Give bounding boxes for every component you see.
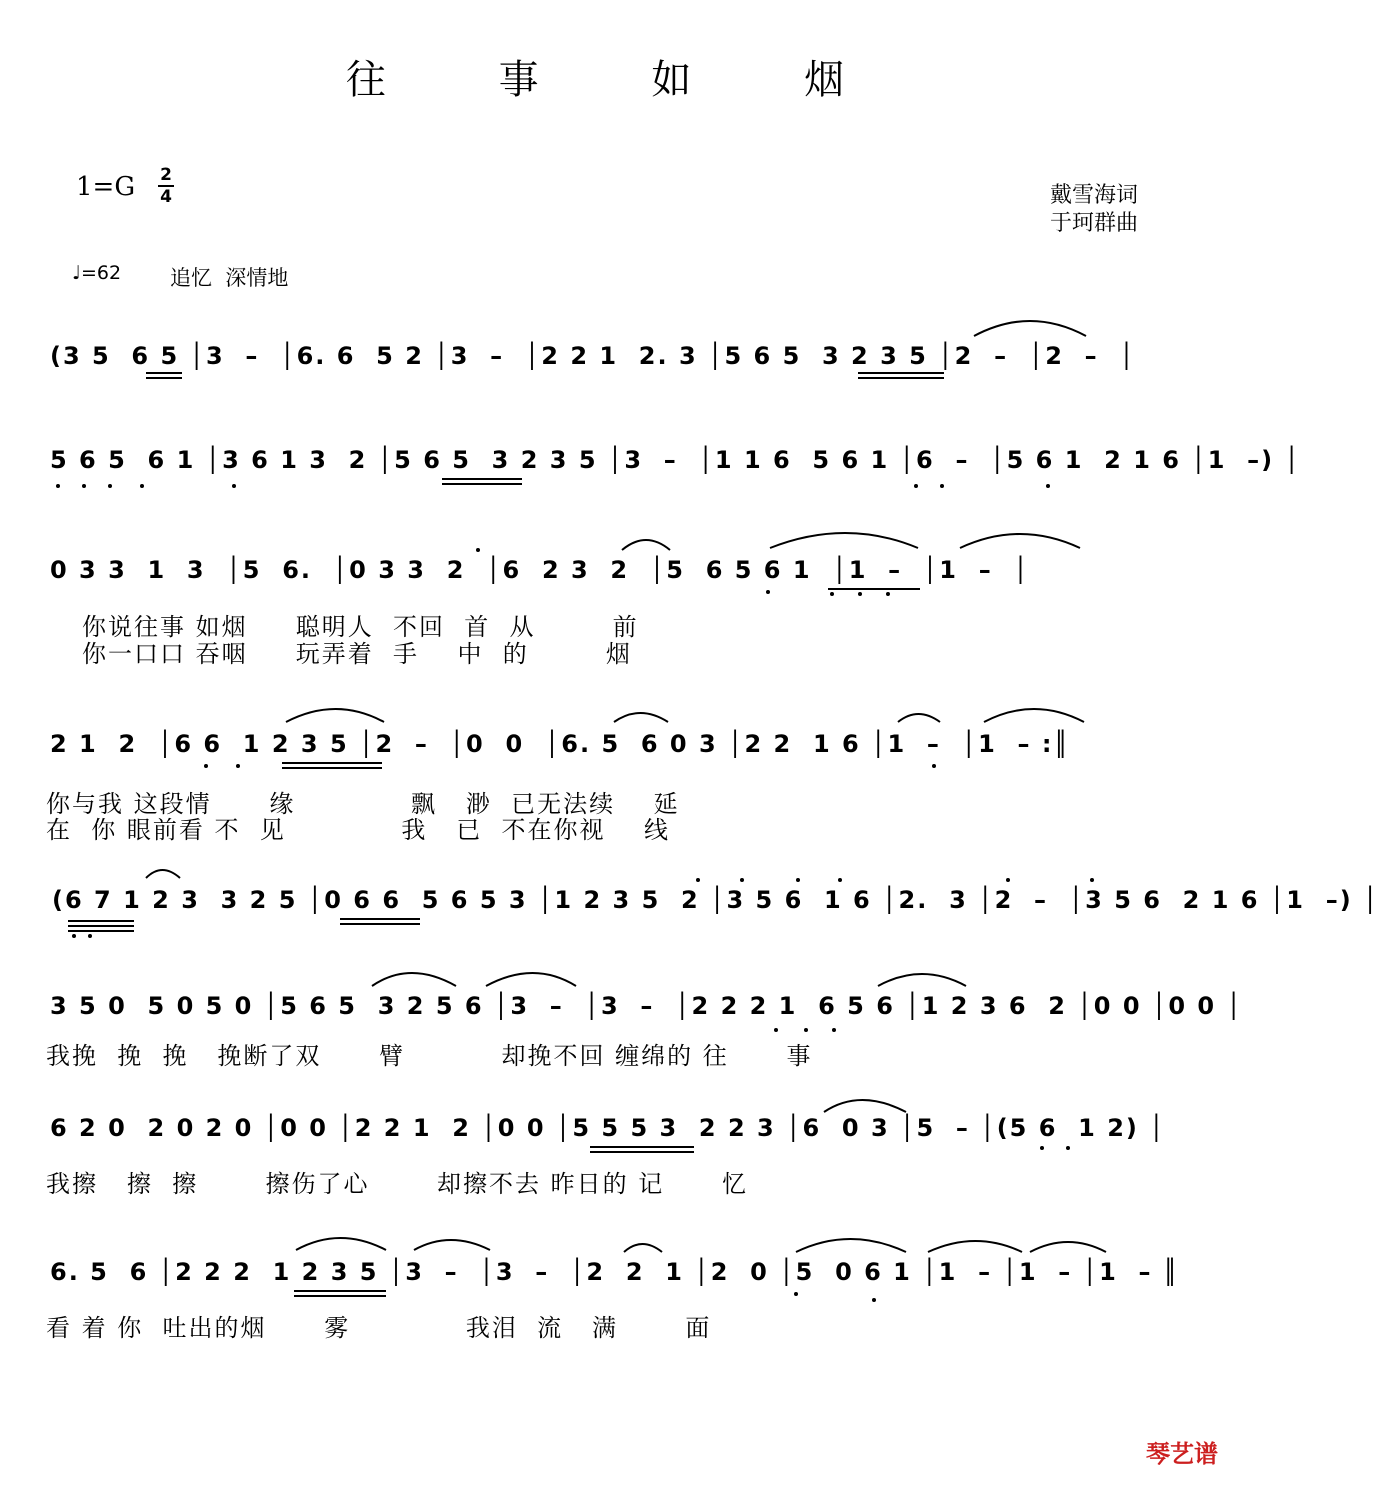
lyrics-line-7: 我擦 擦 擦 擦伤了心 却擦不去 昨日的 记 忆 — [46, 1170, 748, 1198]
notation-line-8: 6. 5 6 │2 2 2 1 2 3 5 │3 – │3 – │2 2 1 │2 0 │5 0 6 1 │1 – │1 – │1 – ║ — [50, 1258, 1180, 1286]
lyrics-line-3-verse-2: 你一口口 吞咽 玩弄着 手 中 的 烟 — [82, 640, 632, 668]
slur-mark — [286, 709, 384, 722]
slur-mark — [770, 533, 918, 548]
time-signature-top: 2 — [160, 165, 172, 185]
time-signature-bottom: 4 — [160, 187, 172, 207]
slur-mark — [624, 1244, 662, 1252]
lyrics-line-6: 我挽 挽 挽 挽断了双 臂 却挽不回 缠绵的 往 事 — [46, 1042, 813, 1070]
slur-mark — [878, 974, 966, 986]
slur-mark — [984, 709, 1084, 722]
slur-mark — [372, 973, 456, 986]
slur-mark — [824, 1100, 906, 1112]
tempo-marking: ♩=62 — [72, 262, 122, 284]
watermark-logo: 琴艺谱 — [1146, 1440, 1218, 1468]
slur-mark — [296, 1238, 386, 1250]
expression-marking: 追忆 深情地 — [170, 266, 289, 290]
notation-line-1: (3 5 6 5 │3 – │6. 6 5 2 │3 – │2 2 1 2. 3 │5 6 5 3 2 3 5 │2 – │2 – │ — [50, 342, 1136, 370]
song-title: 往 事 如 烟 — [345, 57, 895, 103]
notation-line-2: 5 6 5 6 1 │3 6 1 3 2 │5 6 5 3 2 3 5 │3 – │1 1 6 5 6 1 │6 – │5 6 1 2 1 6 │1 –) │ — [50, 446, 1301, 474]
lyrics-line-4-verse-1: 你与我 这段情 缘 飘 渺 已无法续 延 — [46, 790, 680, 818]
slur-mark — [146, 870, 180, 878]
key-signature: 1=G — [76, 172, 136, 202]
notation-line-3: 0 3 3 1 3 │5 6. │0 3 3 2 │6 2 3 2 │5 6 5 6 1 │1 – │1 – │ — [50, 556, 1030, 584]
slur-mark — [622, 540, 670, 550]
slur-mark — [974, 321, 1086, 336]
slur-mark — [1030, 1242, 1106, 1252]
notation-line-5: (6 7 1 2 3 3 2 5 │0 6 6 5 6 5 3 │1 2 3 5 2 │3 5 6 1 6 │2. 3 │2 – │3 5 6 2 1 6 │1 –) │ — [52, 886, 1379, 914]
lyrics-line-8: 看 着 你 吐出的烟 雾 我泪 流 满 面 — [46, 1314, 712, 1342]
lyricist-credit: 戴雪海词 — [1049, 183, 1138, 208]
slur-mark — [960, 534, 1080, 548]
slur-mark — [898, 714, 940, 722]
slur-mark — [928, 1241, 1022, 1252]
slur-mark — [796, 1239, 906, 1252]
notation-line-6: 3 5 0 5 0 5 0 │5 6 5 3 2 5 6 │3 – │3 – │2 2 2 1 6 5 6 │1 2 3 6 2 │0 0 │0 0 │ — [50, 992, 1243, 1020]
slur-mark — [414, 1240, 490, 1250]
lyrics-line-3-verse-1: 你说往事 如烟 聪明人 不回 首 从 前 — [82, 613, 639, 641]
lyrics-line-4-verse-2: 在 你 眼前看 不 见 我 已 不在你视 线 — [46, 816, 670, 844]
notation-line-7: 6 2 0 2 0 2 0 │0 0 │2 2 1 2 │0 0 │5 5 5 3 2 2 3 │6 0 3 │5 – │(5 6 1 2) │ — [50, 1114, 1166, 1142]
slur-mark — [486, 973, 576, 986]
notation-line-4: 2 1 2 │6 6 1 2 3 5 │2 – │0 0 │6. 5 6 0 3 │2 2 1 6 │1 – │1 – :║ — [50, 730, 1070, 758]
slur-mark — [614, 713, 668, 722]
composer-credit: 于珂群曲 — [1049, 211, 1138, 236]
